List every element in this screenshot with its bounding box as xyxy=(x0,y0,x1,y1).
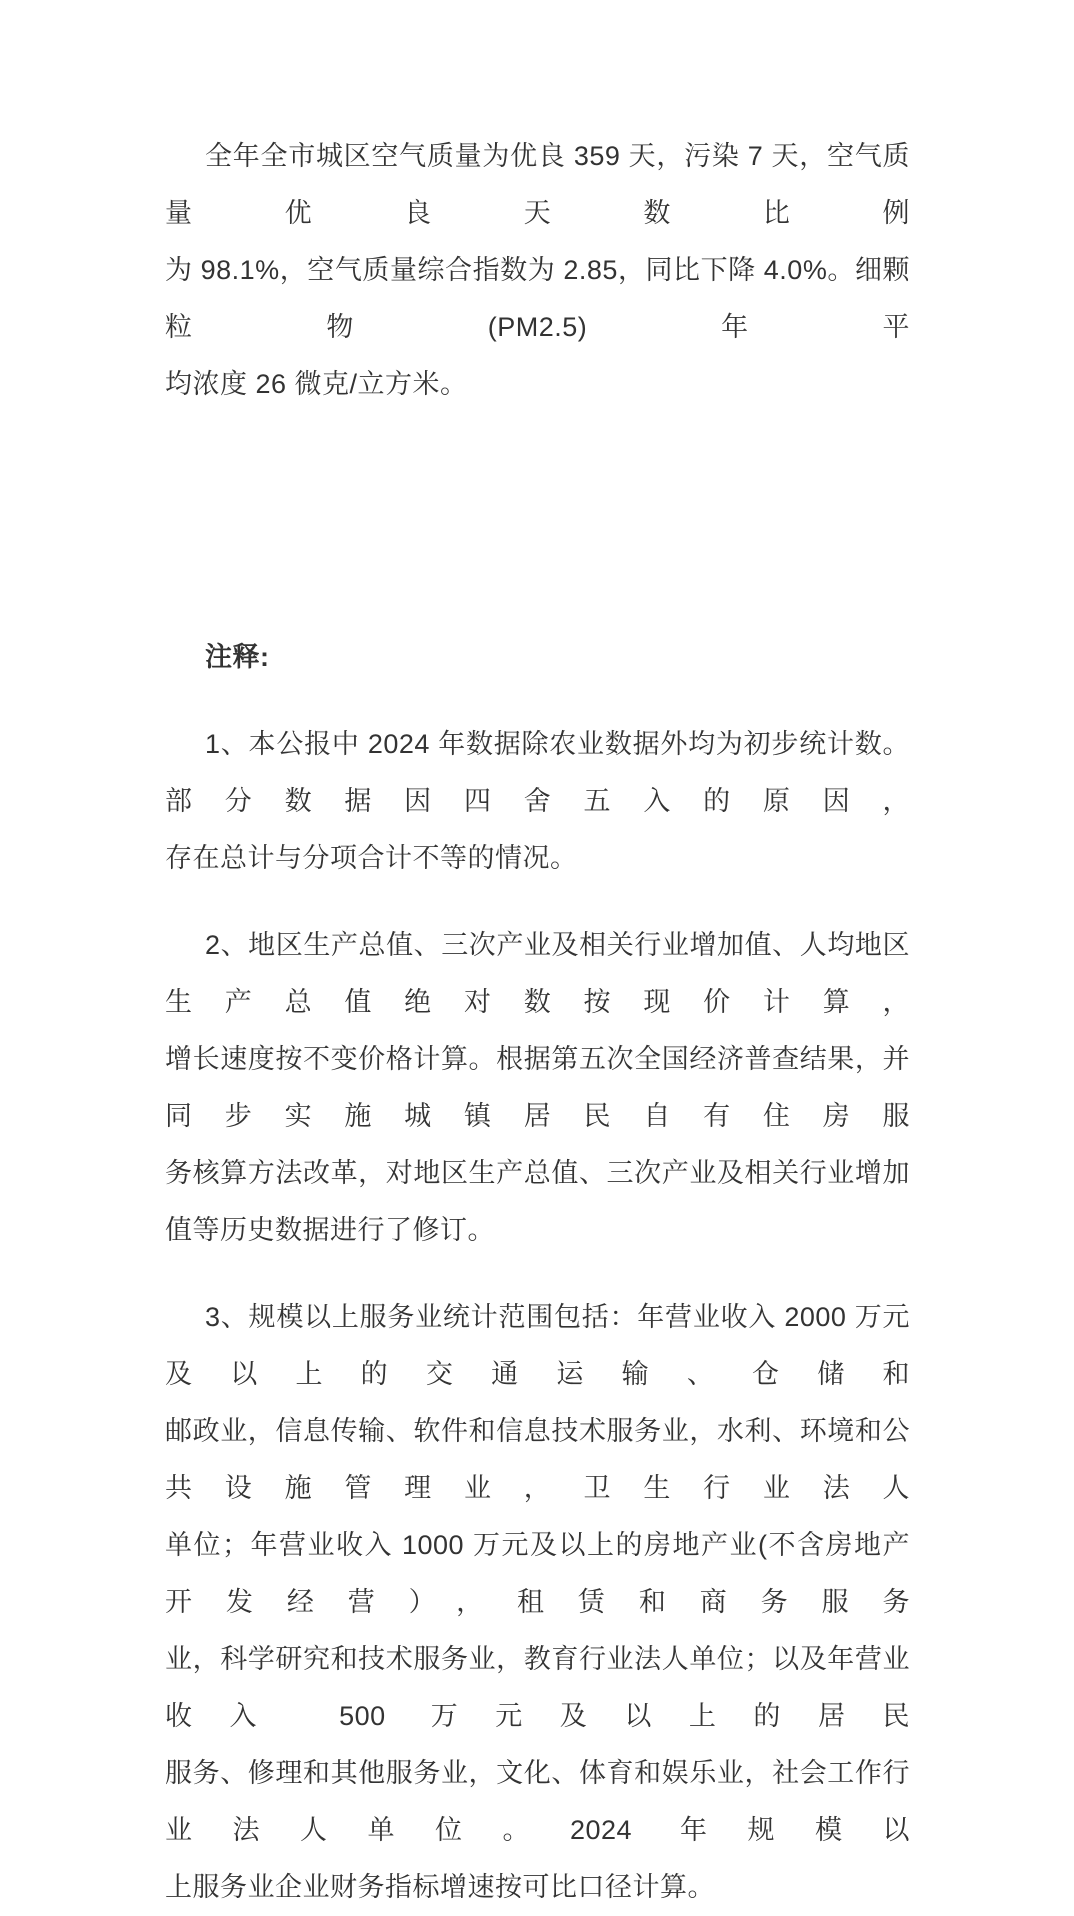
text-line: 上服务业企业财务指标增速按可比口径计算。 xyxy=(165,1872,715,1902)
air-quality-paragraph xyxy=(165,128,910,413)
text-line: 务核算方法改革，对地区生产总值、三次产业及相关行业增加值等历史数据进行了修订。 xyxy=(165,1158,910,1245)
note-2 xyxy=(165,917,910,1259)
text-line: 为 98.1%，空气质量综合指数为 2.85，同比下降 4.0%。细颗粒物(PM2.5)年平 xyxy=(165,255,910,342)
note-1 xyxy=(165,716,910,887)
text-line: 均浓度 26 微克/立方米。 xyxy=(165,369,468,399)
text-line: 单位；年营业收入 1000 万元及以上的房地产业(不含房地产开发经营），租赁和商务服务 xyxy=(165,1530,910,1617)
text-line: 存在总计与分项合计不等的情况。 xyxy=(165,843,578,873)
text-line: 业，科学研究和技术服务业，教育行业法人单位；以及年营业收入 500 万元及以上的居民 xyxy=(165,1644,910,1731)
text-line: 2、地区生产总值、三次产业及相关行业增加值、人均地区生产总值绝对数按现价计算， xyxy=(165,930,910,1017)
text-line: 服务、修理和其他服务业，文化、体育和娱乐业，社会工作行业法人单位。2024 年规模以 xyxy=(165,1758,910,1845)
text-line: 3、规模以上服务业统计范围包括：年营业收入 2000 万元及以上的交通运输、仓储和 xyxy=(165,1302,910,1389)
text-line: 1、本公报中 2024 年数据除农业数据外均为初步统计数。部分数据因四舍五入的原因， xyxy=(165,729,910,816)
blank-gap xyxy=(165,413,910,629)
text-line: 邮政业，信息传输、软件和信息技术服务业，水利、环境和公共设施管理业，卫生行业法人 xyxy=(165,1416,910,1503)
text-line: 增长速度按不变价格计算。根据第五次全国经济普查结果，并同步实施城镇居民自有住房服 xyxy=(165,1044,910,1131)
text-line: 全年全市城区空气质量为优良 359 天，污染 7 天，空气质量优良天数比例 xyxy=(165,141,910,228)
notes-heading: 注释: xyxy=(205,642,270,672)
note-3 xyxy=(165,1289,910,1916)
